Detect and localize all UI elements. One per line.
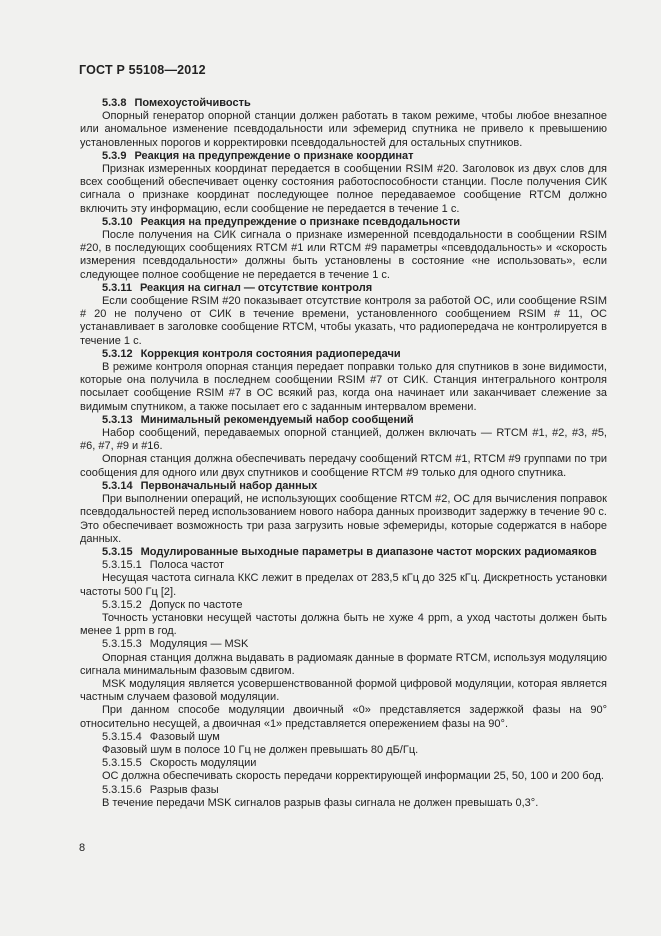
paragraph: После получения на СИК сигнала о признаке измеренной псевдодальности в сообщении RSIM #20, в последующих сообщениях RTCM #1 или RTCM #9 параметры «псевдодальность» и «скорость измерения псевдодальности» должны быть установлены в состояние «не использовать», если следующее полное сообщение не передается в течение 1 с. xyxy=(80,229,607,281)
subsection-title: Скорость модуляции xyxy=(149,757,257,770)
subsection-number: 5.3.15.4 xyxy=(102,730,142,743)
paragraph: Фазовый шум в полосе 10 Гц не должен превышать 80 дБ/Гц. xyxy=(102,743,419,756)
section-title: Реакция на предупреждение о признаке координат xyxy=(134,149,414,162)
document-header: ГОСТ Р 55108—2012 xyxy=(79,63,206,77)
subsection-number: 5.3.15.3 xyxy=(102,638,142,651)
section-title: Коррекция контроля состояния радиопередачи xyxy=(140,347,401,360)
section-title: Реакция на предупреждение о признаке псевдодальности xyxy=(140,215,461,228)
section-heading xyxy=(80,546,607,559)
subsection-title: Фазовый шум xyxy=(149,730,220,743)
subsection-heading xyxy=(80,599,607,612)
section-number: 5.3.11 xyxy=(102,281,132,294)
section-number: 5.3.10 xyxy=(102,215,133,228)
subsection-number: 5.3.15.6 xyxy=(102,783,142,796)
paragraph: Если сообщение RSIM #20 показывает отсутствие контроля за работой ОС, или сообщение RSIM # 20 не получено от СИК в течение времени, установленного сообщением RSIM # 11, ОС устанавливает в заголовке сообщение RTCM, чтобы указать, что радиопередача не контролируется в течение 1 с. xyxy=(80,295,607,347)
paragraph: В режиме контроля опорная станция передает поправки только для спутников в зоне видимости, которые она получила в последнем сообщении RSIM #7 от СИК. Станция интегрального контроля посылает сообщение RSIM #7 в ОС всякий раз, когда она начинает или заканчивает слежение за видимым спутником, а также посылает его с заданным интервалом времени. xyxy=(80,361,607,413)
paragraph: MSK модуляция является усовершенствованной формой цифровой модуляции, которая является частным случаем фазовой модуляции. xyxy=(80,677,607,704)
paragraph: Набор сообщений, передаваемых опорной станцией, должен включать — RTCM #1, #2, #3, #5, #6, #7, #9 и #16. xyxy=(80,427,607,453)
section-number: 5.3.15 xyxy=(102,545,133,558)
paragraph: При выполнении операций, не использующих сообщение RTCM #2, ОС для вычисления поправок псевдодальностей перед использованием нового набора данных производит задержку в течение 90 с. Это обеспечивает возможность три раза загрузить новые эфемериды, которые содержатся в наборе данных. xyxy=(80,493,607,545)
subsection-title: Разрыв фазы xyxy=(149,783,219,796)
section-title: Минимальный рекомендуемый набор сообщений xyxy=(140,413,414,426)
section-number: 5.3.14 xyxy=(102,479,133,492)
section-title: Первоначальный набор данных xyxy=(140,479,318,492)
paragraph: Признак измеренных координат передается в сообщении RSIM #20. Заголовок из двух слов для всех сообщений обеспечивает оценку состояния работоспособности станции. После получения СИК сигнала о признаке координат последующее полное передаваемое сообщение RTCM должно включить эту информацию, если сообщение не передается в течение 1 с. xyxy=(80,163,607,215)
subsection-number: 5.3.15.1 xyxy=(102,559,142,572)
subsection-title: Модуляция — MSK xyxy=(149,638,249,651)
page-number: 8 xyxy=(79,842,86,854)
section-title: Реакция на сигнал — отсутствие контроля xyxy=(139,281,373,294)
paragraph: В течение передачи MSK сигналов разрыв фазы сигнала не должен превышать 0,3°. xyxy=(102,796,539,809)
section-heading xyxy=(80,97,607,110)
paragraph: Опорная станция должна обеспечивать передачу сообщений RTCM #1, RTCM #9 группами по три сообщения для одного или двух спутников и сообщение RTCM #9 только для одного спутника. xyxy=(80,453,607,479)
subsection-heading xyxy=(80,638,607,651)
subsection-number: 5.3.15.2 xyxy=(102,598,142,611)
section-heading xyxy=(80,480,607,493)
section-heading xyxy=(80,282,607,295)
section-title: Модулированные выходные параметры в диапазоне частот морских радиомаяков xyxy=(140,545,597,558)
paragraph: ОС должна обеспечивать скорость передачи корректирующей информации 25, 50, 100 и 200 бод. xyxy=(102,770,604,783)
subsection-title: Допуск по частоте xyxy=(149,598,243,611)
paragraph: Точность установки несущей частоты должна быть не хуже 4 ppm, а уход частоты должен быть менее 1 ppm в год. xyxy=(80,611,607,638)
section-heading xyxy=(80,216,607,229)
section-number: 5.3.13 xyxy=(102,413,133,426)
subsection-heading xyxy=(80,731,607,744)
subsection-heading xyxy=(80,757,607,770)
section-heading xyxy=(80,414,607,427)
section-number: 5.3.8 xyxy=(102,97,127,109)
document-content xyxy=(80,97,607,810)
paragraph: При данном способе модуляции двоичный «0» представляется задержкой фазы на 90° относительно несущей, а двоичная «1» представляется опережением фазы на 90°. xyxy=(80,704,607,730)
paragraph: Несущая частота сигнала ККС лежит в пределах от 283,5 кГц до 325 кГц. Дискретность установки частоты 500 Гц [2]. xyxy=(80,572,607,598)
section-heading xyxy=(80,150,607,163)
subsection-title: Полоса частот xyxy=(149,559,225,572)
section-number: 5.3.9 xyxy=(102,149,127,162)
subsection-heading xyxy=(80,784,607,797)
section-number: 5.3.12 xyxy=(102,347,133,360)
section-title: Помехоустойчивость xyxy=(134,97,251,109)
subsection-number: 5.3.15.5 xyxy=(102,757,142,770)
section-heading xyxy=(80,348,607,361)
subsection-heading xyxy=(80,559,607,572)
paragraph: Опорный генератор опорной станции должен работать в таком режиме, чтобы любое внезапное или аномальное изменение псевдодальности или эфемерид спутника не привело к превышению установленных порогов и корректировки псевдодальностей для остальных спутников. xyxy=(80,110,607,149)
paragraph: Опорная станция должна выдавать в радиомаяк данные в формате RTCM, используя модуляцию сигнала минимальным фазовым сдвигом. xyxy=(80,651,607,677)
